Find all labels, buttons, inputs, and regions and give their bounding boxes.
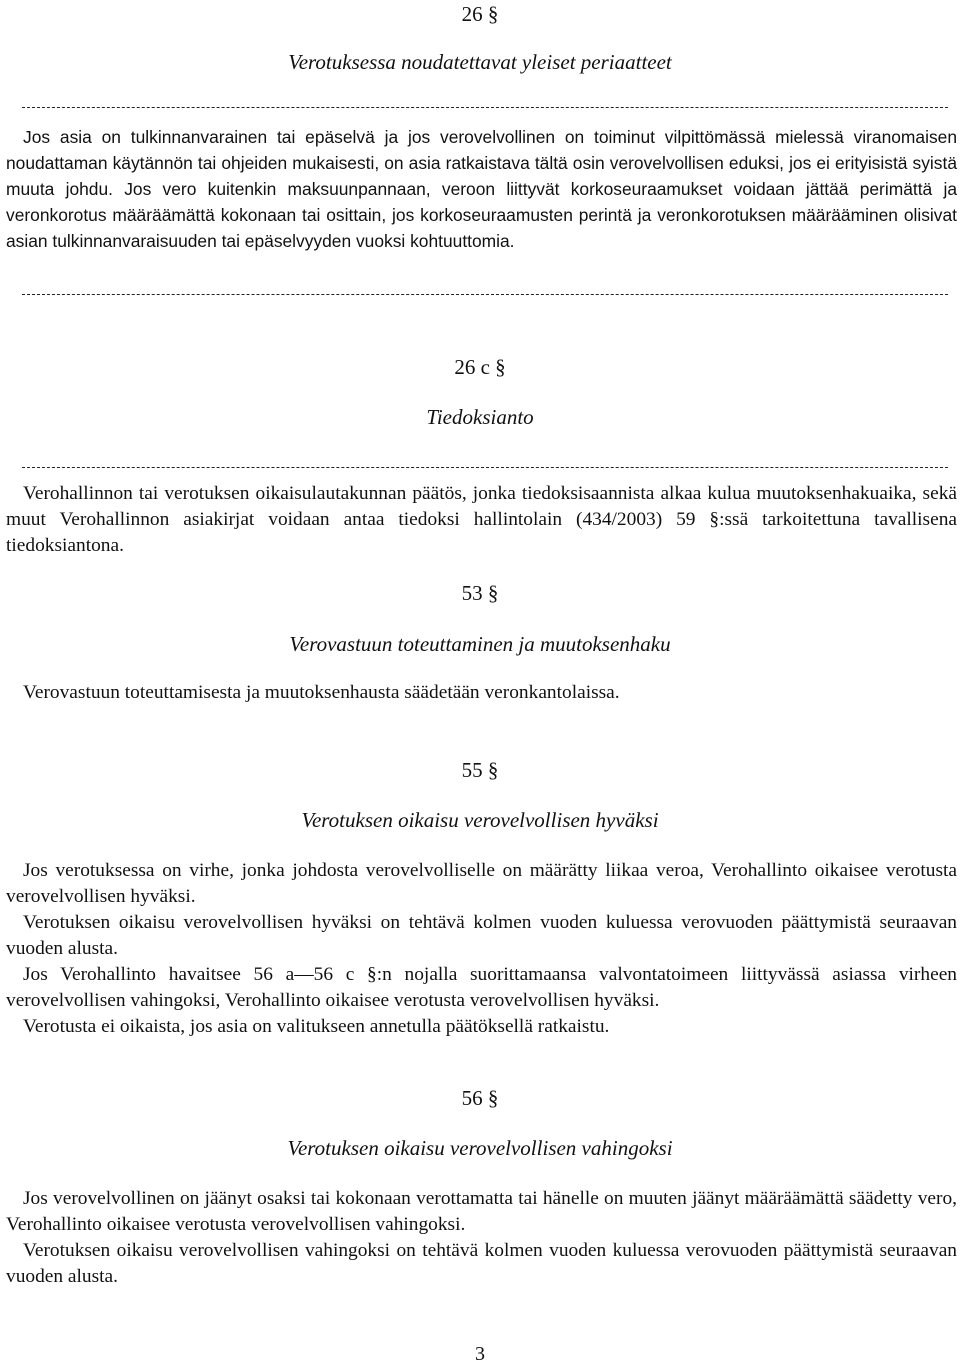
section-heading-56: 56 § [461,1086,499,1110]
paragraph: Verotuksen oikaisu verovelvollisen vahingoksi on tehtävä kolmen vuoden kuluessa verovuoden päättymistä seuraavan vuoden alusta. [6,1240,957,1287]
change-marker-top [22,107,948,108]
paragraph: Jos verovelvollinen on jäänyt osaksi tai kokonaan verottamatta tai hänelle on muuten jäänyt määräämättä säädetty vero, Verohallinto oikaisee verotusta verovelvollisen vahingoksi. [6,1188,957,1235]
section-title-26: Verotuksessa noudatettavat yleiset periaatteet [288,50,672,74]
section-title-26c: Tiedoksianto [426,405,534,429]
paragraph: Verovastuun toteuttamisesta ja muutoksenhausta säädetään veronkantolaissa. [23,682,620,703]
section-heading-26: 26 § [461,2,499,26]
section-text-53 [6,680,957,706]
section-text-26 [6,124,957,254]
paragraph: Jos Verohallinto havaitsee 56 a—56 c §:n nojalla suorittamaansa valvontatoimeen liittyvässä asiassa virheen verovelvollisen vahingoksi, Verohallinto oikaisee verotusta verovelvollisen hyväksi. [6,964,957,1011]
paragraph: Jos verotuksessa on virhe, jonka johdosta verovelvolliselle on määrätty liikaa veroa, Verohallinto oikaisee verotusta verovelvollisen hyväksi. [6,860,957,907]
paragraph: Verotusta ei oikaista, jos asia on valitukseen annetulla päätöksellä ratkaistu. [23,1016,610,1037]
change-marker-top [22,467,948,468]
paragraph: Verotuksen oikaisu verovelvollisen hyväksi on tehtävä kolmen vuoden kuluessa verovuoden päättymistä seuraavan vuoden alusta. [6,912,957,959]
paragraph: Verohallinnon tai verotuksen oikaisulautakunnan päätös, jonka tiedoksisaannista alkaa kulua muutoksenhakuaika, sekä muut Verohallinnon asiakirjat voidaan antaa tiedoksi hallintolain (434/2003) 59 §:ssä tarkoitettuna tavallisena tiedoksiantona. [6,483,957,556]
section-text-26c [6,481,957,559]
section-title-53: Verovastuun toteuttaminen ja muutoksenhaku [289,632,671,656]
section-heading-55: 55 § [461,758,499,782]
section-title-56: Verotuksen oikaisu verovelvollisen vahingoksi [287,1136,673,1160]
page-number: 3 [475,1343,485,1365]
section-text-55 [6,858,957,1040]
section-heading-26c: 26 c § [454,355,506,379]
section-title-55: Verotuksen oikaisu verovelvollisen hyväksi [301,808,659,832]
paragraph: Jos asia on tulkinnanvarainen tai epäselvä ja jos verovelvollinen on toiminut vilpittömässä mielessä viranomaisen noudattaman käytännön tai ohjeiden mukaisesti, on asia ratkaistava tältä osin verovelvollisen eduksi, jos ei erityisistä syistä muuta johdu. Jos vero kuitenkin maksuunpannaan, veroon liittyvät korkoseuraamukset voidaan jättää perimättä ja veronkorotus määräämättä kokonaan tai osittain, jos korkoseuraamusten perintä ja veronkorotuksen määrääminen olisivat asian tulkinnanvaraisuuden tai epäselvyyden vuoksi kohtuuttomia. [6,127,957,251]
change-marker-bottom [22,294,948,295]
section-heading-53: 53 § [461,581,499,605]
section-text-56 [6,1186,957,1290]
